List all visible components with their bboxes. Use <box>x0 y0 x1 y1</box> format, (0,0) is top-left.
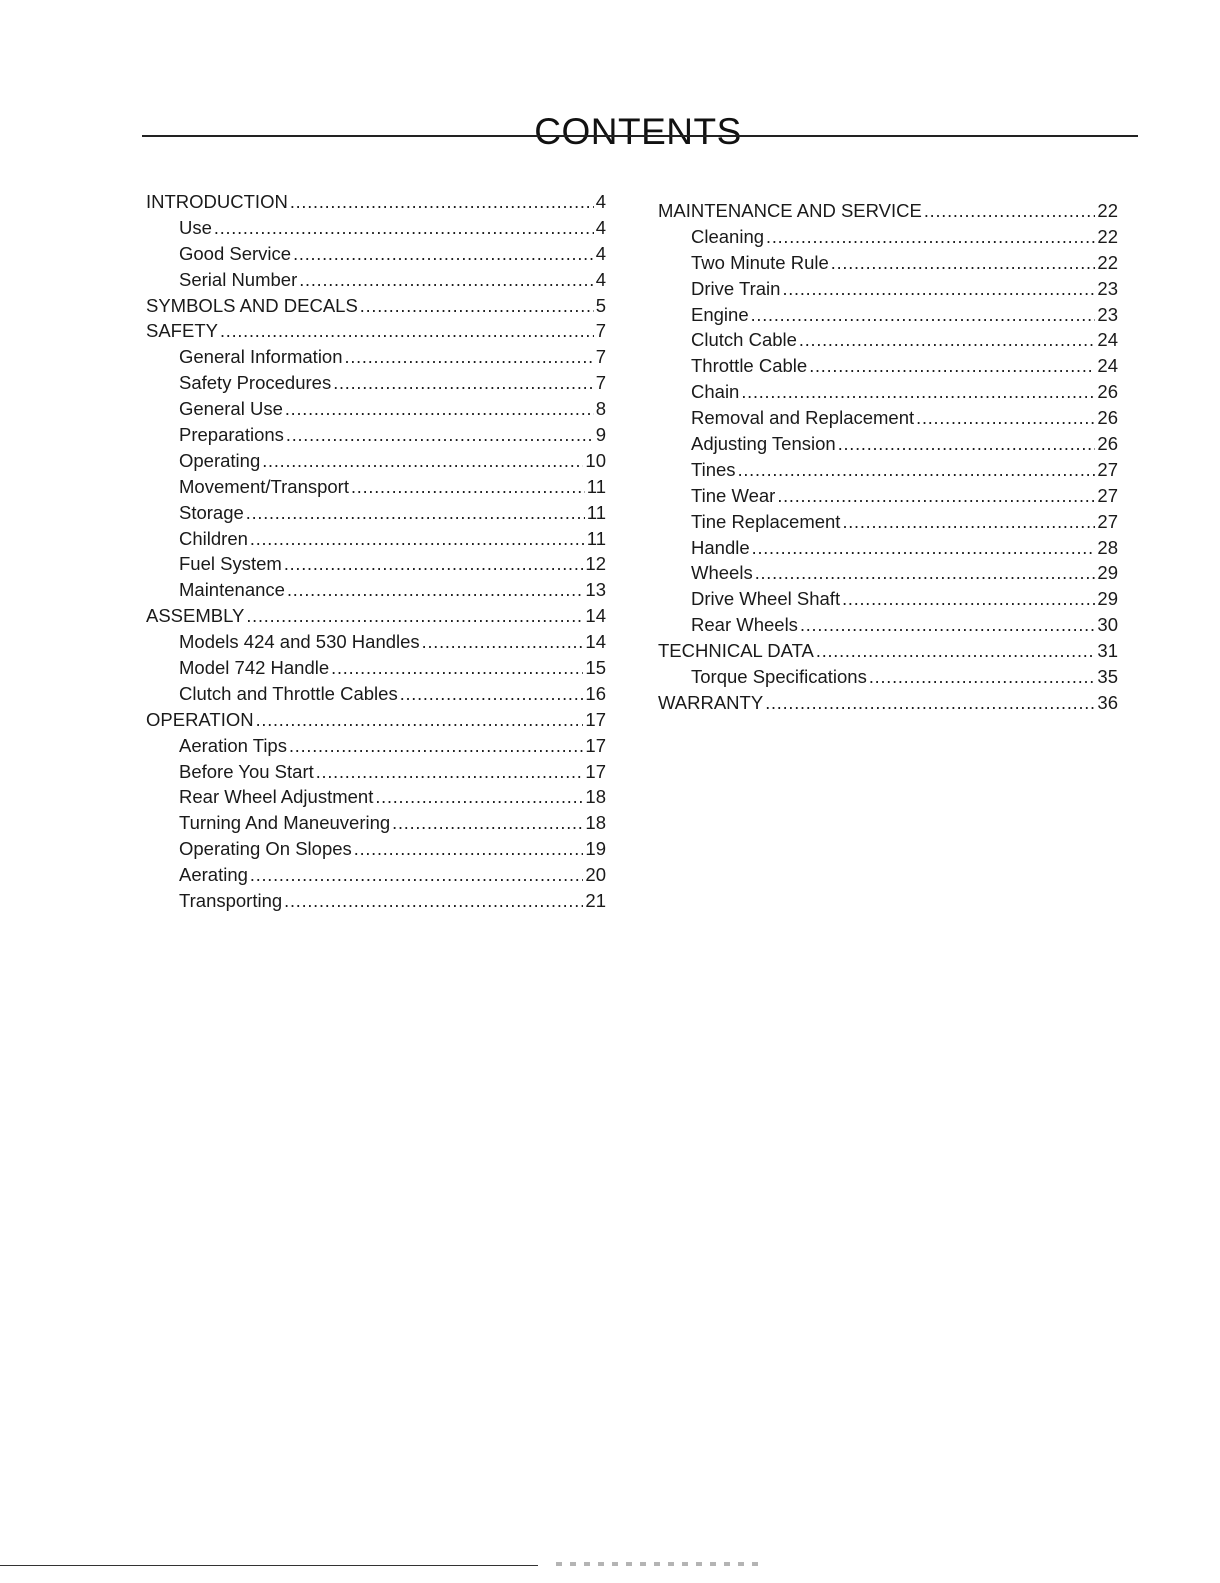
toc-entry-page-number: 27 <box>1097 458 1118 480</box>
toc-dot-leader <box>293 242 594 267</box>
toc-entry-page-number: 11 <box>586 501 606 523</box>
toc-entry[interactable] <box>658 586 1118 612</box>
toc-dot-leader <box>331 656 583 681</box>
toc-entry[interactable] <box>658 250 1118 276</box>
toc-entry[interactable] <box>146 759 606 785</box>
toc-dot-leader <box>777 484 1095 509</box>
toc-entry-page-number: 24 <box>1097 329 1118 351</box>
toc-entry-label: WARRANTY <box>658 691 764 713</box>
toc-dot-leader <box>289 734 583 759</box>
toc-entry-label: Safety Procedures <box>179 372 332 394</box>
toc-entry-label: Aeration Tips <box>179 734 287 756</box>
toc-entry[interactable] <box>658 405 1118 431</box>
toc-dot-leader <box>392 811 583 836</box>
toc-entry[interactable] <box>146 448 606 474</box>
toc-entry[interactable] <box>658 379 1118 405</box>
toc-entry-page-number: 4 <box>595 191 606 212</box>
toc-entry[interactable] <box>146 474 606 500</box>
toc-entry-label: Use <box>179 216 212 238</box>
toc-dot-leader <box>333 371 594 396</box>
toc-entry-label: Tines <box>691 458 736 480</box>
toc-entry-page-number: 27 <box>1097 484 1118 506</box>
toc-entry-label: Fuel System <box>179 553 282 575</box>
toc-dot-leader <box>752 536 1096 561</box>
toc-entry[interactable] <box>146 293 606 319</box>
toc-entry-page-number: 17 <box>585 760 606 782</box>
toc-entry-page-number: 22 <box>1097 251 1118 273</box>
toc-entry-label: Models 424 and 530 Handles <box>179 631 420 653</box>
toc-entry[interactable] <box>658 664 1118 690</box>
toc-entry-page-number: 16 <box>585 682 606 704</box>
toc-entry-page-number: 23 <box>1097 303 1118 325</box>
toc-entry-page-number: 35 <box>1097 666 1118 688</box>
toc-entry[interactable] <box>146 396 606 422</box>
toc-dot-leader <box>842 587 1095 612</box>
toc-entry-page-number: 18 <box>585 786 606 808</box>
toc-entry-page-number: 28 <box>1097 536 1118 558</box>
toc-entry-label: SYMBOLS AND DECALS <box>146 294 358 316</box>
toc-entry-label: Maintenance <box>179 579 285 601</box>
toc-entry[interactable] <box>146 681 606 707</box>
toc-dot-leader <box>354 837 584 862</box>
toc-dot-leader <box>809 354 1095 379</box>
toc-dot-leader <box>220 319 594 344</box>
toc-dot-leader <box>755 561 1096 586</box>
toc-dot-leader <box>782 277 1095 302</box>
toc-left-column <box>146 189 606 914</box>
toc-entry[interactable] <box>658 535 1118 561</box>
toc-dot-leader <box>360 294 594 319</box>
toc-entry-label: ASSEMBLY <box>146 605 245 627</box>
toc-entry-page-number: 22 <box>1097 225 1118 247</box>
toc-entry-page-number: 22 <box>1097 200 1118 221</box>
toc-entry-page-number: 31 <box>1097 640 1118 662</box>
toc-entry-page-number: 26 <box>1097 407 1118 429</box>
toc-entry-label: General Information <box>179 346 343 368</box>
toc-dot-leader <box>345 345 594 370</box>
toc-entry-page-number: 10 <box>585 449 606 471</box>
toc-entry-page-number: 5 <box>595 294 606 316</box>
toc-entry[interactable] <box>146 526 606 552</box>
toc-entry-label: Chain <box>691 381 740 403</box>
toc-entry-page-number: 21 <box>585 890 606 912</box>
toc-dot-leader <box>284 889 583 914</box>
toc-entry-label: Rear Wheels <box>691 614 798 636</box>
toc-entry-label: Handle <box>691 536 750 558</box>
title-divider <box>142 135 1138 137</box>
toc-entry-page-number: 23 <box>1097 277 1118 299</box>
toc-entry[interactable] <box>146 500 606 526</box>
toc-entry-page-number: 11 <box>586 527 606 549</box>
toc-entry[interactable] <box>658 690 1118 716</box>
toc-dot-leader <box>250 527 585 552</box>
toc-entry-label: Rear Wheel Adjustment <box>179 786 374 808</box>
toc-entry-page-number: 7 <box>595 372 606 394</box>
toc-entry-label: Tine Replacement <box>691 510 841 532</box>
toc-entry-page-number: 19 <box>585 838 606 860</box>
toc-entry-page-number: 4 <box>595 268 606 290</box>
toc-entry[interactable] <box>146 733 606 759</box>
toc-dot-leader <box>214 216 594 241</box>
toc-dot-leader <box>287 578 583 603</box>
toc-dot-leader <box>422 630 584 655</box>
toc-entry[interactable] <box>146 318 606 344</box>
footer-scan-artifact <box>556 1562 766 1566</box>
toc-entry-label: Before You Start <box>179 760 314 782</box>
toc-entry-label: INTRODUCTION <box>146 191 288 212</box>
toc-entry-page-number: 7 <box>595 320 606 342</box>
footer-divider <box>0 1565 538 1566</box>
toc-entry[interactable] <box>658 198 1118 224</box>
toc-entry[interactable] <box>146 422 606 448</box>
toc-dot-leader <box>838 432 1096 457</box>
toc-entry[interactable] <box>146 551 606 577</box>
toc-dot-leader <box>842 510 1095 535</box>
toc-dot-leader <box>286 423 594 448</box>
toc-entry-page-number: 13 <box>585 579 606 601</box>
toc-dot-leader <box>741 380 1095 405</box>
toc-entry[interactable] <box>146 603 606 629</box>
toc-entry-label: Operating <box>179 449 261 471</box>
toc-entry[interactable] <box>658 509 1118 535</box>
toc-dot-leader <box>869 665 1096 690</box>
toc-entry[interactable] <box>658 457 1118 483</box>
toc-entry[interactable] <box>146 888 606 914</box>
toc-entry-label: Adjusting Tension <box>691 433 836 455</box>
toc-entry[interactable] <box>146 629 606 655</box>
toc-entry-page-number: 26 <box>1097 433 1118 455</box>
toc-dot-leader <box>916 406 1095 431</box>
toc-entry-page-number: 8 <box>595 398 606 420</box>
toc-entry-page-number: 15 <box>585 657 606 679</box>
toc-entry-label: Children <box>179 527 248 549</box>
toc-entry-page-number: 20 <box>585 864 606 886</box>
toc-entry-label: Engine <box>691 303 749 325</box>
toc-entry[interactable] <box>146 707 606 733</box>
toc-dot-leader <box>285 397 594 422</box>
toc-entry-label: TECHNICAL DATA <box>658 640 814 662</box>
toc-entry[interactable] <box>658 276 1118 302</box>
toc-entry-page-number: 4 <box>595 216 606 238</box>
toc-entry-label: Preparations <box>179 424 284 446</box>
toc-entry[interactable] <box>658 638 1118 664</box>
toc-entry-label: Turning And Maneuvering <box>179 812 391 834</box>
toc-entry[interactable] <box>146 215 606 241</box>
toc-entry-label: Tine Wear <box>691 484 776 506</box>
toc-dot-leader <box>799 328 1096 353</box>
page-title: CONTENTS <box>534 110 742 152</box>
toc-entry[interactable] <box>146 370 606 396</box>
toc-entry-label: Movement/Transport <box>179 475 349 497</box>
toc-entry-page-number: 17 <box>585 708 606 730</box>
toc-entry[interactable] <box>658 431 1118 457</box>
toc-entry[interactable] <box>146 344 606 370</box>
toc-entry-label: Clutch and Throttle Cables <box>179 682 398 704</box>
toc-entry-label: Serial Number <box>179 268 298 290</box>
toc-entry-label: Cleaning <box>691 225 765 247</box>
toc-dot-leader <box>816 639 1096 664</box>
toc-dot-leader <box>351 475 585 500</box>
toc-entry[interactable] <box>146 267 606 293</box>
toc-entry[interactable] <box>146 189 606 215</box>
toc-dot-leader <box>256 708 584 733</box>
toc-entry[interactable] <box>146 810 606 836</box>
toc-entry[interactable] <box>146 577 606 603</box>
toc-entry-label: Transporting <box>179 890 283 912</box>
toc-dot-leader <box>290 190 594 215</box>
toc-dot-leader <box>246 501 585 526</box>
toc-entry-label: Good Service <box>179 242 292 264</box>
toc-dot-leader <box>284 552 584 577</box>
toc-entry-label: Aerating <box>179 864 248 886</box>
toc-dot-leader <box>316 760 584 785</box>
toc-entry-page-number: 12 <box>585 553 606 575</box>
toc-entry[interactable] <box>658 302 1118 328</box>
toc-entry-label: Removal and Replacement <box>691 407 915 429</box>
toc-dot-leader <box>765 691 1095 716</box>
toc-entry[interactable] <box>658 327 1118 353</box>
toc-entry-page-number: 29 <box>1097 562 1118 584</box>
toc-entry-page-number: 24 <box>1097 355 1118 377</box>
toc-entry-page-number: 36 <box>1097 691 1118 713</box>
toc-entry-page-number: 7 <box>595 346 606 368</box>
toc-right-column <box>658 198 1118 716</box>
toc-dot-leader <box>375 785 583 810</box>
toc-entry-page-number: 30 <box>1097 614 1118 636</box>
toc-entry-page-number: 26 <box>1097 381 1118 403</box>
toc-dot-leader <box>800 613 1095 638</box>
toc-entry-label: Model 742 Handle <box>179 657 330 679</box>
toc-entry-page-number: 11 <box>586 475 606 497</box>
toc-entry-label: Wheels <box>691 562 753 584</box>
toc-dot-leader <box>924 199 1096 224</box>
toc-entry[interactable] <box>146 241 606 267</box>
toc-entry[interactable] <box>658 353 1118 379</box>
toc-entry-label: Operating On Slopes <box>179 838 352 860</box>
toc-dot-leader <box>738 458 1096 483</box>
toc-entry[interactable] <box>658 224 1118 250</box>
toc-entry-label: Two Minute Rule <box>691 251 829 273</box>
toc-dot-leader <box>246 604 583 629</box>
toc-entry-label: Clutch Cable <box>691 329 797 351</box>
toc-entry-label: Throttle Cable <box>691 355 808 377</box>
toc-entry[interactable] <box>146 655 606 681</box>
toc-dot-leader <box>262 449 583 474</box>
toc-dot-leader <box>400 682 584 707</box>
toc-entry-label: MAINTENANCE AND SERVICE <box>658 200 922 221</box>
toc-dot-leader <box>766 225 1095 250</box>
toc-entry-page-number: 9 <box>595 424 606 446</box>
toc-entry[interactable] <box>658 612 1118 638</box>
toc-entry-label: Storage <box>179 501 244 523</box>
toc-dot-leader <box>751 303 1096 328</box>
toc-dot-leader <box>299 268 593 293</box>
toc-entry[interactable] <box>146 862 606 888</box>
toc-entry-page-number: 14 <box>585 605 606 627</box>
toc-entry-page-number: 18 <box>585 812 606 834</box>
toc-entry-page-number: 17 <box>585 734 606 756</box>
toc-entry[interactable] <box>658 483 1118 509</box>
toc-entry-label: General Use <box>179 398 283 420</box>
toc-entry[interactable] <box>146 784 606 810</box>
toc-entry-page-number: 14 <box>585 631 606 653</box>
toc-entry-page-number: 4 <box>595 242 606 264</box>
toc-entry-label: OPERATION <box>146 708 254 730</box>
toc-entry-page-number: 29 <box>1097 588 1118 610</box>
toc-dot-leader <box>250 863 584 888</box>
toc-entry-label: SAFETY <box>146 320 218 342</box>
toc-entry-label: Torque Specifications <box>691 666 867 688</box>
toc-entry[interactable] <box>146 836 606 862</box>
toc-entry-label: Drive Train <box>691 277 781 299</box>
toc-entry[interactable] <box>658 560 1118 586</box>
toc-dot-leader <box>831 251 1096 276</box>
toc-entry-page-number: 27 <box>1097 510 1118 532</box>
toc-entry-label: Drive Wheel Shaft <box>691 588 841 610</box>
